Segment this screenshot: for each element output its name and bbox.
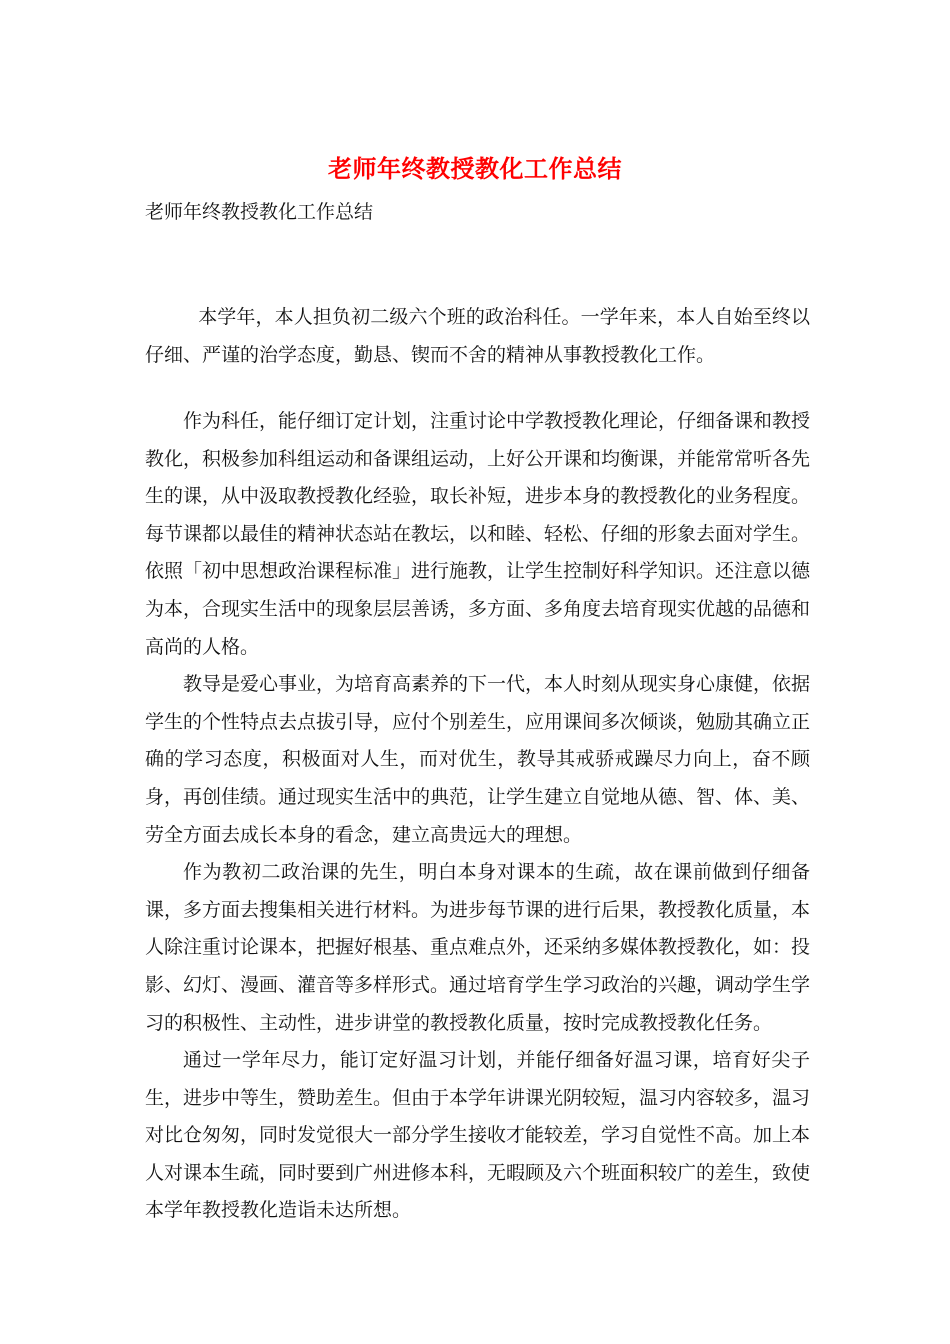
intro-block xyxy=(145,299,810,374)
document-title: 老师年终教授教化工作总结 xyxy=(328,154,622,183)
document-subtitle: 老师年终教授教化工作总结 xyxy=(145,201,374,223)
paragraph-moral-education: 教导是爱心事业，为培育高素养的下一代，本人时刻从现实身心康健，依据学生的个性特点去点拔引导，应付个别差生，应用课间多次倾谈，勉励其确立正确的学习态度，积极面对人生，而对优生，教导其戒骄戒躁尽力向上，奋不顾身，再创佳绩。通过现实生活中的典范，让学生建立自觉地从德、智、体、美、劳全方面去成长本身的看念，建立高贵远大的理想。 xyxy=(145,673,811,846)
paragraph-intro: 本学年，本人担负初二级六个班的政治科任。一学年来，本人自始至终以仔细、严谨的治学态度，勤恳、锲而不舍的精神从事教授教化工作。 xyxy=(145,306,810,366)
paragraph-lesson-preparation: 作为教初二政治课的先生，明白本身对课本的生疏，故在课前做到仔细备课，多方面去搜集相关进行材料。为进步每节课的进行后果，教授教化质量，本人除注重讨论课本，把握好根基、重点难点外，还采纳多媒体教授教化，如：投影、幻灯、漫画、灌音等多样形式。通过培育学生学习政治的兴趣，调动学生学习的积极性、主动性，进步讲堂的教授教化质量，按时完成教授教化任务。 xyxy=(145,861,811,1034)
paragraph-review-summary: 通过一学年尽力，能订定好温习计划，并能仔细备好温习课，培育好尖子生，进步中等生，赞助差生。但由于本学年讲课光阴较短，温习内容较多，温习对比仓匆匆，同时发觉很大一部分学生接收才能较差，学习自觉性不高。加上本人对课本生疏，同时要到广州进修本科，无暇顾及六个班面积较广的差生，致使本学年教授教化造诣未达所想。 xyxy=(145,1049,811,1222)
body-block xyxy=(145,403,810,1230)
paragraph-teaching: 作为科任，能仔细订定计划，注重讨论中学教授教化理论，仔细备课和教授教化，积极参加科组运动和备课组运动，上好公开课和均衡课，并能常常听各先生的课，从中汲取教授教化经验，取长补短，进步本身的教授教化的业务程度。每节课都以最佳的精神状态站在教坛，以和睦、轻松、仔细的形象去面对学生。依照「初中思想政治课程标准」进行施教，让学生控制好科学知识。还注意以德为本，合现实生活中的现象层层善诱，多方面、多角度去培育现实优越的品德和高尚的人格。 xyxy=(145,410,811,658)
